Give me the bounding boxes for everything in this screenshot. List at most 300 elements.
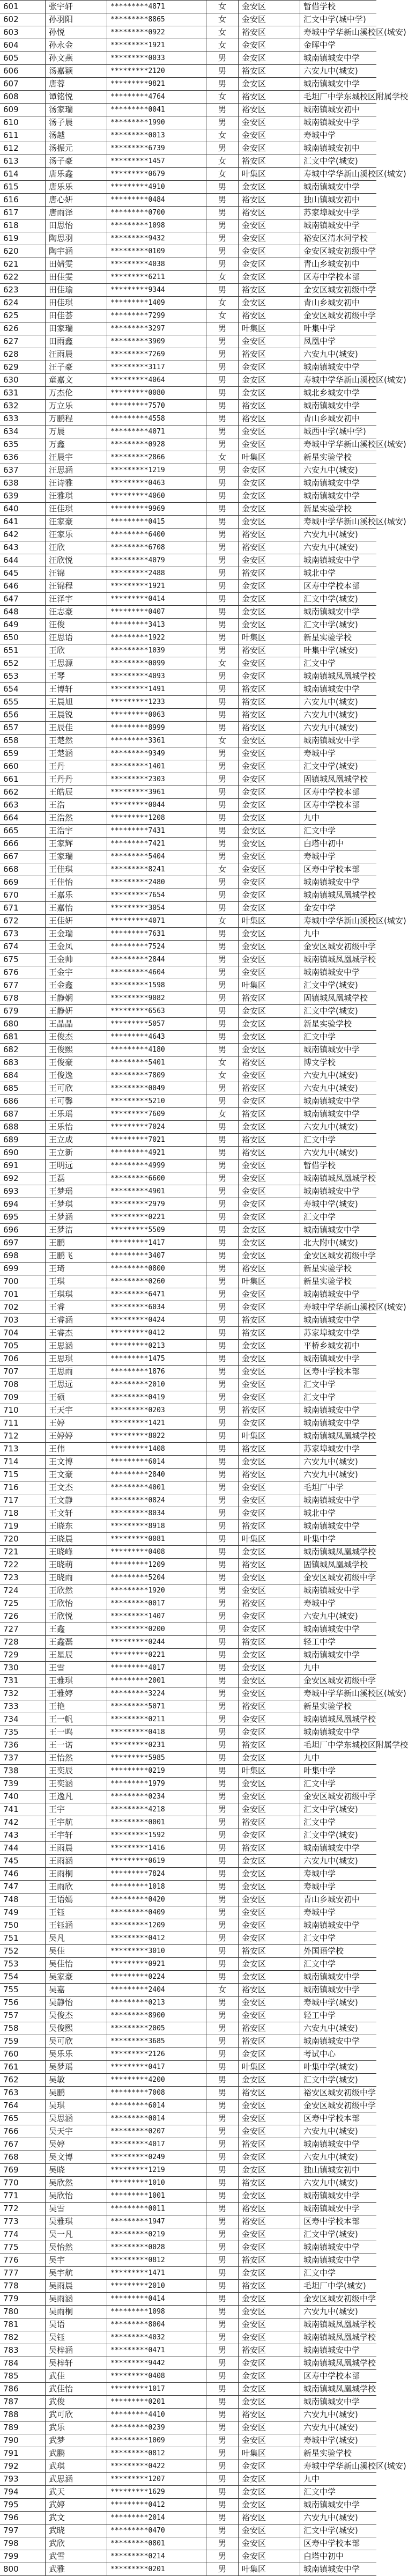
- masked-id: *********5404: [107, 850, 206, 863]
- row-number: 717: [0, 1494, 46, 1507]
- table-row: [0, 2499, 376, 2512]
- row-number: 752: [0, 1945, 46, 1957]
- student-name: 唐乐乐: [46, 181, 107, 193]
- student-name: 武鹏: [46, 2447, 107, 2460]
- masked-id: *********8900: [107, 2009, 206, 2022]
- gender: 男: [206, 1520, 239, 1532]
- table-row: [0, 322, 376, 335]
- gender: 男: [206, 322, 239, 335]
- table-row: [0, 2074, 376, 2087]
- gender: 男: [206, 1906, 239, 1919]
- district: 金安区: [239, 1713, 300, 1726]
- gender: 男: [206, 1198, 239, 1210]
- gender: 男: [206, 1314, 239, 1326]
- school-name: 城南镇城安中学: [303, 79, 360, 89]
- student-name: 孙羽阳: [46, 13, 107, 26]
- school-name: 叶集中学: [303, 324, 336, 333]
- masked-id: *********7024: [107, 1121, 206, 1133]
- row-number: 657: [0, 722, 46, 734]
- masked-id: *********1416: [107, 1842, 206, 1854]
- masked-id: *********4079: [107, 554, 206, 567]
- district: 金安区: [239, 1752, 300, 1764]
- school-name: 汇文中学(城安): [303, 1804, 358, 1814]
- district: 金安区: [239, 361, 300, 373]
- row-number: 685: [0, 1082, 46, 1095]
- gender: 女: [206, 1984, 239, 1996]
- row-number: 638: [0, 477, 46, 489]
- gender: 男: [206, 1391, 239, 1404]
- masked-id: *********4032: [107, 2331, 206, 2344]
- district: 裕安区: [239, 2344, 300, 2357]
- district: 金安区: [239, 747, 300, 760]
- masked-id: *********1208: [107, 812, 206, 824]
- district: 金安区: [239, 799, 300, 811]
- district: 金安区: [239, 1044, 300, 1056]
- row-number: 757: [0, 2009, 46, 2022]
- masked-id: *********0014: [107, 2112, 206, 2125]
- district: 裕安区: [239, 194, 300, 206]
- school-name: 叶集中学: [303, 1534, 336, 1544]
- row-number: 734: [0, 1713, 46, 1726]
- school-name: 汇文中学: [303, 1817, 336, 1827]
- masked-id: *********7008: [107, 2087, 206, 2099]
- gender: 男: [206, 2370, 239, 2382]
- row-number: 735: [0, 1726, 46, 1738]
- masked-id: *********4093: [107, 670, 206, 682]
- masked-id: *********1018: [107, 1881, 206, 1893]
- row-number: 722: [0, 1559, 46, 1571]
- row-number: 619: [0, 232, 46, 245]
- school-name: 六安九中(城安): [303, 2410, 358, 2419]
- gender: 男: [206, 1159, 239, 1172]
- masked-id: *********1001: [107, 2190, 206, 2202]
- table-row: [0, 387, 376, 400]
- student-name: 王辰佳: [46, 722, 107, 734]
- table-row: [0, 1353, 376, 1366]
- district: 金安区: [239, 2331, 300, 2344]
- row-number: 601: [0, 1, 46, 13]
- gender: 女: [206, 451, 239, 464]
- district: 金安区: [239, 760, 300, 773]
- masked-id: *********2005: [107, 2022, 206, 2035]
- district: 叶集区: [239, 2563, 300, 2575]
- district: 裕安区: [239, 1700, 300, 1713]
- masked-id: *********0679: [107, 168, 206, 180]
- gender: 男: [206, 2009, 239, 2022]
- student-name: 王文静: [46, 1494, 107, 1507]
- district: 金安区: [239, 2100, 300, 2112]
- masked-id: *********1209: [107, 1919, 206, 1932]
- gender: 男: [206, 1005, 239, 1017]
- district: 金安区: [239, 297, 300, 309]
- row-number: 618: [0, 219, 46, 232]
- row-number: 656: [0, 709, 46, 721]
- gender: 男: [206, 786, 239, 798]
- gender: 男: [206, 1237, 239, 1249]
- row-number: 747: [0, 1881, 46, 1893]
- gender: 男: [206, 438, 239, 451]
- table-row: [0, 91, 408, 104]
- school-name: 金安区城安初级中学: [303, 285, 376, 295]
- gender: 男: [206, 1546, 239, 1558]
- gender: 男: [206, 1752, 239, 1764]
- school-name: 汇文中学: [303, 1392, 336, 1402]
- masked-id: *********4764: [107, 91, 206, 103]
- district: 金安区: [239, 619, 300, 631]
- row-number: 726: [0, 1610, 46, 1623]
- table-row: [0, 1520, 376, 1533]
- gender: 男: [206, 2460, 239, 2472]
- row-number: 749: [0, 1906, 46, 1919]
- district: 金安区: [239, 1790, 300, 1803]
- school-name: 六安九中(城安): [303, 349, 358, 359]
- table-row: [0, 1185, 376, 1198]
- student-name: 童嘉文: [46, 374, 107, 386]
- table-row: [0, 1533, 376, 1546]
- row-number: 748: [0, 1894, 46, 1906]
- gender: 男: [206, 567, 239, 579]
- row-number: 796: [0, 2512, 46, 2524]
- student-name: 王梦洁: [46, 1224, 107, 1236]
- student-name: 吴晓: [46, 2164, 107, 2176]
- masked-id: *********1947: [107, 2215, 206, 2228]
- district: 金安区: [239, 1237, 300, 1249]
- gender: 男: [206, 1855, 239, 1867]
- district: 金安区: [239, 1288, 300, 1301]
- gender: 男: [206, 1623, 239, 1635]
- student-name: 吴俊杰: [46, 2009, 107, 2022]
- district: 金安区: [239, 953, 300, 966]
- student-name: 武乐: [46, 2421, 107, 2434]
- student-name: 王静娴: [46, 992, 107, 1004]
- row-number: 625: [0, 310, 46, 322]
- school-name: 汇文中学(城安): [303, 156, 358, 166]
- gender: 男: [206, 142, 239, 155]
- row-number: 698: [0, 1250, 46, 1262]
- table-row: [0, 2396, 376, 2409]
- school-name: 固镇城凤凰城学校: [303, 993, 368, 1003]
- student-name: 汪志豪: [46, 606, 107, 618]
- student-name: 王楚涵: [46, 747, 107, 760]
- student-name: 王晨锐: [46, 709, 107, 721]
- row-number: 603: [0, 26, 46, 39]
- student-name: 吴钰: [46, 2331, 107, 2344]
- masked-id: *********4410: [107, 2409, 206, 2421]
- table-row: [0, 335, 376, 348]
- table-row: [0, 1391, 376, 1404]
- gender: 男: [206, 2396, 239, 2408]
- gender: 男: [206, 245, 239, 258]
- student-name: 王欣然: [46, 1584, 107, 1597]
- gender: 男: [206, 1327, 239, 1339]
- district: 金安区: [239, 2434, 300, 2447]
- table-row: [0, 1, 376, 13]
- student-name: 王佳琪: [46, 863, 107, 876]
- masked-id: *********1407: [107, 1610, 206, 1623]
- school-name: 城南镇城安中学: [303, 1624, 360, 1634]
- masked-id: *********4017: [107, 2138, 206, 2151]
- district: 裕安区: [239, 1108, 300, 1120]
- district: 金安区: [239, 786, 300, 798]
- school-name: 毛坦厂中学: [303, 1483, 344, 1492]
- gender: 男: [206, 1469, 239, 1481]
- row-number: 763: [0, 2087, 46, 2099]
- table-row: [0, 181, 376, 194]
- masked-id: *********1979: [107, 1778, 206, 1790]
- table-row: [0, 400, 376, 413]
- school-name: 城南镇城安中学: [303, 1521, 360, 1531]
- student-name: 王佳妍: [46, 915, 107, 927]
- table-row: [0, 2215, 376, 2228]
- student-name: 吴宇: [46, 2254, 107, 2266]
- row-number: 602: [0, 13, 46, 26]
- masked-id: *********1401: [107, 760, 206, 773]
- gender: 男: [206, 194, 239, 206]
- student-name: 王奕涵: [46, 1778, 107, 1790]
- table-row: [0, 876, 376, 889]
- school-name: 寿城中学: [303, 1598, 336, 1608]
- gender: 男: [206, 2267, 239, 2279]
- student-name: 王婷婷: [46, 1430, 107, 1442]
- school-name: 城南镇城安中学: [303, 1586, 360, 1595]
- table-row: [0, 1366, 376, 1378]
- district: 裕安区: [239, 1263, 300, 1275]
- school-name: 考试中心: [303, 2049, 336, 2059]
- school-name: 汇文中学: [303, 1135, 336, 1144]
- row-number: 628: [0, 348, 46, 361]
- table-row: [0, 850, 376, 863]
- row-number: 616: [0, 194, 46, 206]
- gender: 男: [206, 219, 239, 232]
- student-name: 王金瑞: [46, 928, 107, 940]
- row-number: 632: [0, 400, 46, 412]
- masked-id: *********4999: [107, 1159, 206, 1172]
- table-row: [0, 825, 376, 838]
- masked-id: *********0221: [107, 1649, 206, 1661]
- school-name: 汇文中学(城安): [303, 761, 358, 771]
- school-name: 金安区城安初级中学: [303, 942, 376, 951]
- row-number: 630: [0, 374, 46, 386]
- school-name: 轻工中学: [303, 2010, 336, 2020]
- table-row: [0, 1816, 376, 1829]
- school-name: 城南镇城安初中: [303, 143, 360, 153]
- gender: 男: [206, 1932, 239, 1944]
- school-name: 寿城中学: [303, 852, 336, 861]
- table-row: [0, 979, 376, 992]
- masked-id: *********1921: [107, 580, 206, 592]
- gender: 男: [206, 2254, 239, 2266]
- masked-id: *********0211: [107, 1713, 206, 1726]
- student-name: 王浩: [46, 799, 107, 811]
- district: 金安区: [239, 812, 300, 824]
- row-number: 753: [0, 1958, 46, 1970]
- gender: 男: [206, 670, 239, 682]
- student-name: 万鑫: [46, 438, 107, 451]
- row-number: 675: [0, 953, 46, 966]
- masked-id: *********3361: [107, 735, 206, 747]
- district: 裕安区: [239, 683, 300, 695]
- masked-id: *********3117: [107, 361, 206, 373]
- district: 叶集区: [239, 1533, 300, 1545]
- row-number: 643: [0, 541, 46, 554]
- school-name: 城南镇城安中学: [303, 1418, 360, 1428]
- school-name: 城南镇城凤凰城学校: [303, 1714, 376, 1724]
- row-number: 604: [0, 39, 46, 52]
- school-name: 外国语学校: [303, 1946, 344, 1956]
- district: 裕安区: [239, 1404, 300, 1417]
- gender: 男: [206, 1275, 239, 1288]
- table-row: [0, 2460, 406, 2473]
- district: 金安区: [239, 516, 300, 528]
- district: 裕安区: [239, 696, 300, 708]
- school-name: 轻工中学: [303, 1637, 336, 1647]
- masked-id: *********0017: [107, 1597, 206, 1610]
- table-row: [0, 1198, 376, 1211]
- district: 裕安区: [239, 709, 300, 721]
- student-name: 孙悦: [46, 26, 107, 39]
- student-name: 王金宇: [46, 966, 107, 979]
- school-name: 六安九中(城安): [303, 1457, 358, 1466]
- gender: 男: [206, 1288, 239, 1301]
- district: 金安区: [239, 876, 300, 889]
- student-name: 王宇轩: [46, 1829, 107, 1841]
- row-number: 718: [0, 1507, 46, 1520]
- table-row: [0, 1082, 376, 1095]
- district: 金安区: [239, 1031, 300, 1043]
- masked-id: *********9432: [107, 232, 206, 245]
- district: 金安区: [239, 2267, 300, 2279]
- row-number: 648: [0, 606, 46, 618]
- table-row: [0, 413, 376, 425]
- student-name: 汪思涵: [46, 464, 107, 476]
- district: 叶集区: [239, 1430, 300, 1442]
- student-name: 王可欣: [46, 1082, 107, 1095]
- masked-id: *********0231: [107, 1739, 206, 1751]
- gender: 男: [206, 1494, 239, 1507]
- row-number: 784: [0, 2357, 46, 2369]
- table-row: [0, 1829, 376, 1842]
- district: 金安区: [239, 1095, 300, 1107]
- district: 裕安区: [239, 348, 300, 361]
- gender: 男: [206, 2434, 239, 2447]
- gender: 女: [206, 1, 239, 13]
- row-number: 634: [0, 425, 46, 438]
- table-row: [0, 747, 376, 760]
- student-name: 吴佳怡: [46, 1958, 107, 1970]
- student-name: 王丹丹: [46, 773, 107, 786]
- student-name: 吴可欣: [46, 2035, 107, 2047]
- masked-id: *********6471: [107, 1288, 206, 1301]
- student-name: 吴梓涵: [46, 2344, 107, 2357]
- row-number: 765: [0, 2112, 46, 2125]
- school-name: 汇文中学: [303, 2487, 336, 2497]
- school-name: 城南镇城安中学: [303, 118, 360, 127]
- school-name: 区寿中学校本部: [303, 581, 360, 591]
- school-name: 新星实验学校: [303, 1264, 352, 1273]
- table-row: [0, 1378, 376, 1391]
- district: 金安区: [239, 1069, 300, 1082]
- district: 金安区: [239, 1366, 300, 1378]
- gender: 男: [206, 2447, 239, 2460]
- row-number: 719: [0, 1520, 46, 1532]
- district: 裕安区: [239, 1056, 300, 1069]
- masked-id: *********0028: [107, 2241, 206, 2254]
- table-row: [0, 425, 376, 438]
- table-row: [0, 168, 406, 181]
- gender: 女: [206, 310, 239, 322]
- student-name: 王梦涵: [46, 1211, 107, 1223]
- gender: 男: [206, 1378, 239, 1391]
- table-row: [0, 271, 376, 284]
- student-name: 王俊熙: [46, 1044, 107, 1056]
- row-number: 758: [0, 2022, 46, 2035]
- row-number: 671: [0, 902, 46, 914]
- district: 金安区: [239, 1172, 300, 1185]
- masked-id: *********5401: [107, 1056, 206, 1069]
- student-name: 王一鸣: [46, 1726, 107, 1738]
- masked-id: *********1009: [107, 2434, 206, 2447]
- row-number: 676: [0, 966, 46, 979]
- gender: 男: [206, 2537, 239, 2550]
- district: 金安区: [239, 490, 300, 502]
- table-row: [0, 632, 376, 644]
- masked-id: *********0200: [107, 1623, 206, 1635]
- school-name: 汇文中学(城安): [303, 2526, 358, 2535]
- row-number: 774: [0, 2228, 46, 2241]
- masked-id: *********0463: [107, 477, 206, 489]
- masked-id: *********2866: [107, 451, 206, 464]
- table-row: [0, 2306, 376, 2318]
- row-number: 669: [0, 876, 46, 889]
- masked-id: *********2010: [107, 1378, 206, 1391]
- gender: 男: [206, 979, 239, 992]
- table-row: [0, 2383, 376, 2396]
- student-name: 汪家豪: [46, 516, 107, 528]
- masked-id: *********5204: [107, 1572, 206, 1584]
- row-number: 635: [0, 438, 46, 451]
- student-name: 王金帅: [46, 953, 107, 966]
- gender: 男: [206, 632, 239, 644]
- table-row: [0, 889, 376, 902]
- table-row: [0, 1572, 376, 1584]
- district: 裕安区: [239, 2409, 300, 2421]
- row-number: 703: [0, 1314, 46, 1326]
- masked-id: *********2844: [107, 953, 206, 966]
- student-name: 武文: [46, 2512, 107, 2524]
- student-name: 汪泽宇: [46, 593, 107, 605]
- table-row: [0, 812, 376, 825]
- school-name: 汇文中学(城安): [303, 620, 358, 629]
- gender: 男: [206, 258, 239, 270]
- gender: 男: [206, 335, 239, 348]
- school-name: 六安九中(城安): [303, 2423, 358, 2432]
- row-number: 608: [0, 91, 46, 103]
- district: 金安区: [239, 2048, 300, 2060]
- row-number: 652: [0, 657, 46, 670]
- row-number: 781: [0, 2318, 46, 2331]
- row-number: 800: [0, 2563, 46, 2575]
- district: 金安区: [239, 232, 300, 245]
- student-name: 王俊豪: [46, 1056, 107, 1069]
- district: 金安区: [239, 503, 300, 515]
- table-row: [0, 1069, 376, 1082]
- row-number: 645: [0, 567, 46, 579]
- school-name: 裕安区清水河学校: [303, 233, 368, 243]
- school-name: 九中: [303, 1663, 320, 1672]
- table-row: [0, 902, 376, 915]
- district: 金安区: [239, 928, 300, 940]
- row-number: 799: [0, 2550, 46, 2563]
